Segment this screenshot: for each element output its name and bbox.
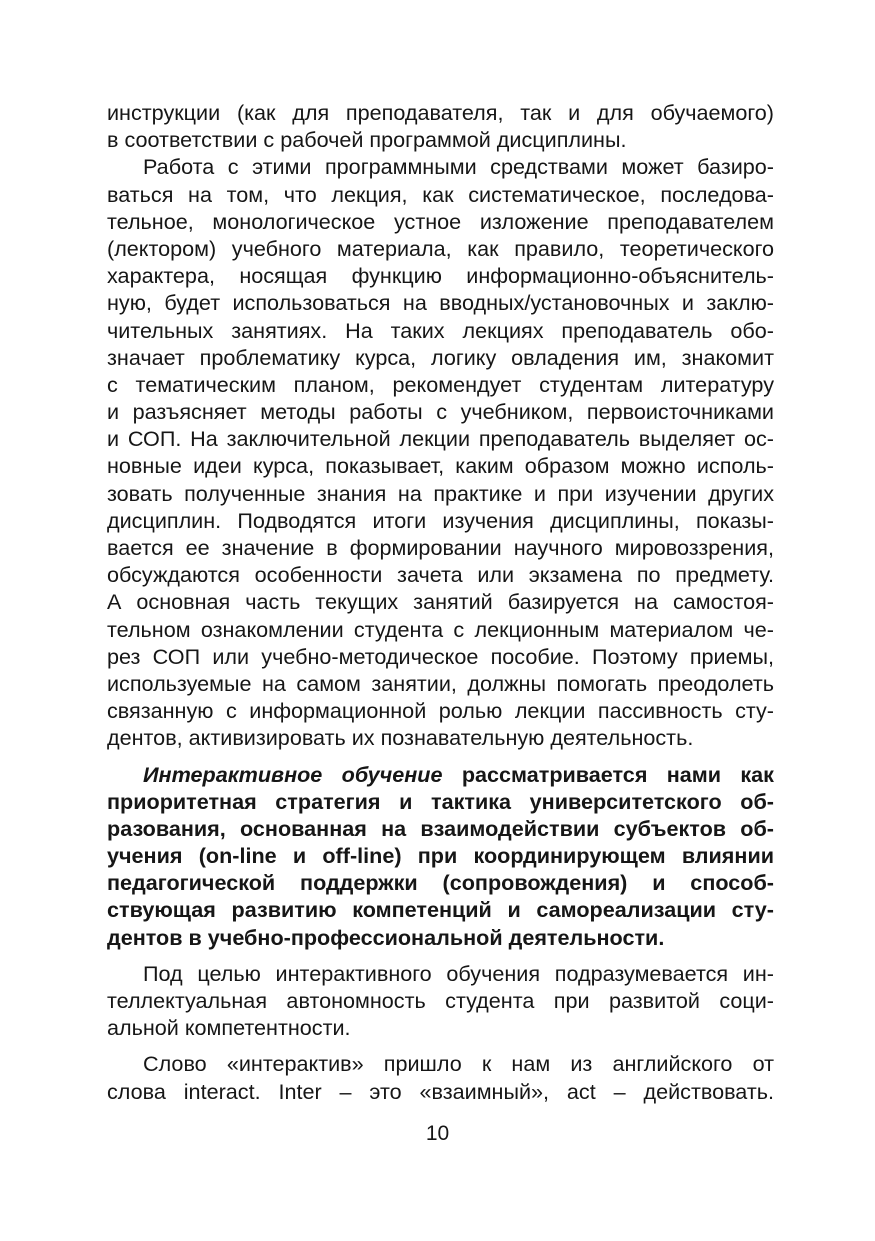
paragraph-continuation [107, 99, 774, 153]
text-line: слова interact. Inter – это «взаимный», act – действовать. [107, 1078, 774, 1104]
text-line: инструкции (как для преподавателя, так и для обучаемого) [107, 100, 774, 125]
text-line: альной компетентности. [107, 1015, 351, 1041]
paragraph-definition [107, 761, 774, 951]
text-line: вается ее значение в формировании научного мировоззрения, [107, 535, 774, 560]
text-line: Работа с этими программными средствами может базиро- [143, 154, 774, 180]
text-line: с тематическим планом, рекомендует студентам литературу [107, 371, 774, 397]
page-text [107, 99, 774, 1105]
text-line: и СОП. На заключительной лекции преподаватель выделяет ос- [107, 426, 774, 452]
defined-term: Интерактивное обучение [143, 761, 443, 787]
text-line: чительных занятиях. На таких лекциях преподаватель обо- [107, 317, 774, 343]
text-line: тельное, монологическое устное изложение преподавателем [107, 208, 774, 234]
paragraph-word-origin [107, 1050, 774, 1104]
text-line: педагогической поддержки (сопровождения) и способ- [107, 870, 774, 896]
text-line: характера, носящая функцию информационно-объяснитель- [107, 263, 774, 289]
text-line: используемые на самом занятии, должны помогать преодолеть [107, 670, 774, 696]
text-line: теллектуальная автономность студента при развитой соци- [107, 988, 774, 1013]
text-line: дентов, активизировать их познавательную деятельность. [107, 725, 694, 751]
text-line: Под целью интерактивного обучения подразумевается ин- [143, 960, 774, 986]
text-line: рез СОП или учебно-методическое пособие. Поэтому приемы, [107, 643, 774, 669]
text-line: значает проблематику курса, логику овладения им, знакомит [107, 344, 774, 370]
text-line: дентов в учебно-профессиональной деятельности. [107, 924, 665, 950]
page-number: 10 [425, 1122, 450, 1145]
text-line [107, 761, 774, 788]
text-line: (лектором) учебного материала, как правило, теоретического [107, 235, 774, 261]
text-line: ную, будет использоваться на вводных/установочных и заклю- [107, 290, 774, 316]
text-line: ваться на том, что лекция, как систематическое, последова- [107, 181, 774, 207]
text-line: и разъясняет методы работы с учебником, первоисточниками [107, 399, 774, 425]
definition-first-line: рассматривается нами как [442, 761, 774, 787]
text-line: ствующая развитию компетенций и самореализации сту- [107, 897, 774, 923]
text-line: учения (on-line и off-line) при координирующем влиянии [107, 843, 774, 869]
text-line: в соответствии с рабочей программой дисциплины. [107, 127, 627, 153]
text-line: А основная часть текущих занятий базируется на самостоя- [107, 589, 774, 615]
text-line: приоритетная стратегия и тактика университетского об- [107, 788, 774, 814]
paragraph-goal [107, 960, 774, 1042]
text-line: обсуждаются особенности зачета или экзамена по предмету. [107, 562, 774, 588]
text-line: разования, основанная на взаимодействии субъектов об- [107, 815, 774, 841]
text-line: Слово «интерактив» пришло к нам из английского от [143, 1051, 774, 1077]
text-line: зовать полученные знания на практике и при изучении других [107, 480, 774, 506]
text-line: связанную с информационной ролью лекции пассивность сту- [107, 698, 774, 724]
text-line: новные идеи курса, показывает, каким образом можно исполь- [107, 453, 774, 479]
text-line: тельном ознакомлении студента с лекционным материалом че- [107, 616, 774, 642]
paragraph-lecture [107, 153, 774, 751]
text-line: дисциплин. Подводятся итоги изучения дисциплины, показы- [107, 507, 774, 533]
